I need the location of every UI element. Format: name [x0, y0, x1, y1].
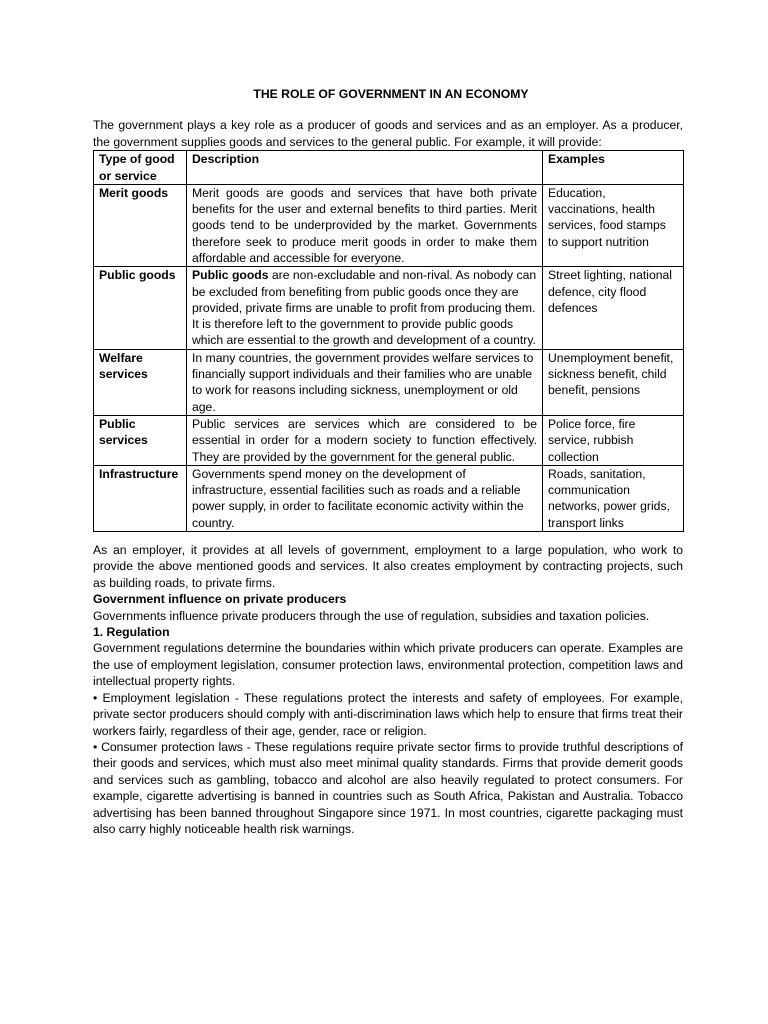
- row-examples: Unemployment benefit, sickness benefit, child benefit, pensions: [543, 349, 684, 415]
- row-type: Public goods: [94, 267, 187, 349]
- row-type: Welfare services: [94, 349, 187, 415]
- row-description: In many countries, the government provides welfare services to financially support individuals and their families who are unable to work for reasons including sickness, unemployment or old age.: [187, 349, 543, 415]
- table-header-description: Description: [187, 151, 543, 185]
- table-row: [94, 415, 684, 465]
- row-examples: Education, vaccinations, health services, food stamps to support nutrition: [543, 184, 684, 266]
- row-description-rest: are non-excludable and non-rival. As nobody can be excluded from benefiting from public goods once they are provided, private firms are unable to profit from producing them. It is therefore left to the government to provide public goods which are essential to the growth and development of a country.: [192, 268, 537, 348]
- row-description: Governments spend money on the development of infrastructure, essential facilities such as roads and a reliable power supply, in order to facilitate economic activity within the country.: [187, 465, 543, 531]
- row-type: Merit goods: [94, 184, 187, 266]
- row-examples: Police force, fire service, rubbish collection: [543, 415, 684, 465]
- table-header-type: Type of good or service: [94, 151, 187, 185]
- table-row: [94, 267, 684, 349]
- row-description: [187, 267, 543, 349]
- table-header-examples: Examples: [543, 151, 684, 185]
- bullet-consumer-protection: • Consumer protection laws - These regulations require private sector firms to provide truthful descriptions of their goods and services, which must also meet minimal quality standards. Firms that provide demerit goods and services such as gambling, tobacco and alcohol are also heavily regulated to protect consumers. For example, cigarette advertising is banned in countries such as South Africa, Pakistan and Australia. Tobacco advertising has been banned throughout Singapore since 1971. In most countries, cigarette packaging must also carry highly noticeable health risk warnings.: [93, 739, 683, 836]
- influence-heading: Government influence on private producers: [93, 592, 347, 607]
- row-description: Public services are services which are considered to be essential in order for a modern society to function effectively. They are provided by the government for the general public.: [187, 415, 543, 465]
- table-header-row: [94, 151, 684, 185]
- row-examples: Roads, sanitation, communication networks, power grids, transport links: [543, 465, 684, 531]
- employer-paragraph: As an employer, it provides at all levels of government, employment to a large population, who work to provide the above mentioned goods and services. It also creates employment by contracting projects, such as building roads, to private firms.: [93, 543, 683, 590]
- table-row: [94, 184, 684, 266]
- regulation-heading: 1. Regulation: [93, 625, 170, 640]
- row-examples: Street lighting, national defence, city flood defences: [543, 267, 684, 349]
- table-row: [94, 349, 684, 415]
- row-description-lead: Public goods: [192, 268, 269, 283]
- intro-paragraph: The government plays a key role as a producer of goods and services and as an employer. As a producer, the government supplies goods and services to the general public. For example, it will provide:: [93, 118, 683, 149]
- document-title: THE ROLE OF GOVERNMENT IN AN ECONOMY: [253, 87, 529, 101]
- row-type: Public services: [94, 415, 187, 465]
- government-roles-table: [93, 150, 684, 532]
- row-description: Merit goods are goods and services that have both private benefits for the user and external benefits to third parties. Merit goods tend to be underprovided by the market. Governments therefore seek to produce merit goods in order to make them affordable and accessible for everyone.: [187, 184, 543, 266]
- row-type: Infrastructure: [94, 465, 187, 531]
- table-row: [94, 465, 684, 531]
- influence-paragraph: Governments influence private producers through the use of regulation, subsidies and taxation policies.: [93, 608, 650, 623]
- regulation-paragraph: Government regulations determine the boundaries within which private producers can operate. Examples are the use of employment legislation, consumer protection laws, environmental protection, competition laws and intellectual property rights.: [93, 641, 683, 689]
- bullet-employment-legislation: • Employment legislation - These regulations protect the interests and safety of employees. For example, private sector producers should comply with anti-discrimination laws which help to ensure that firms treat their workers fairly, regardless of their age, gender, race or religion.: [93, 690, 683, 738]
